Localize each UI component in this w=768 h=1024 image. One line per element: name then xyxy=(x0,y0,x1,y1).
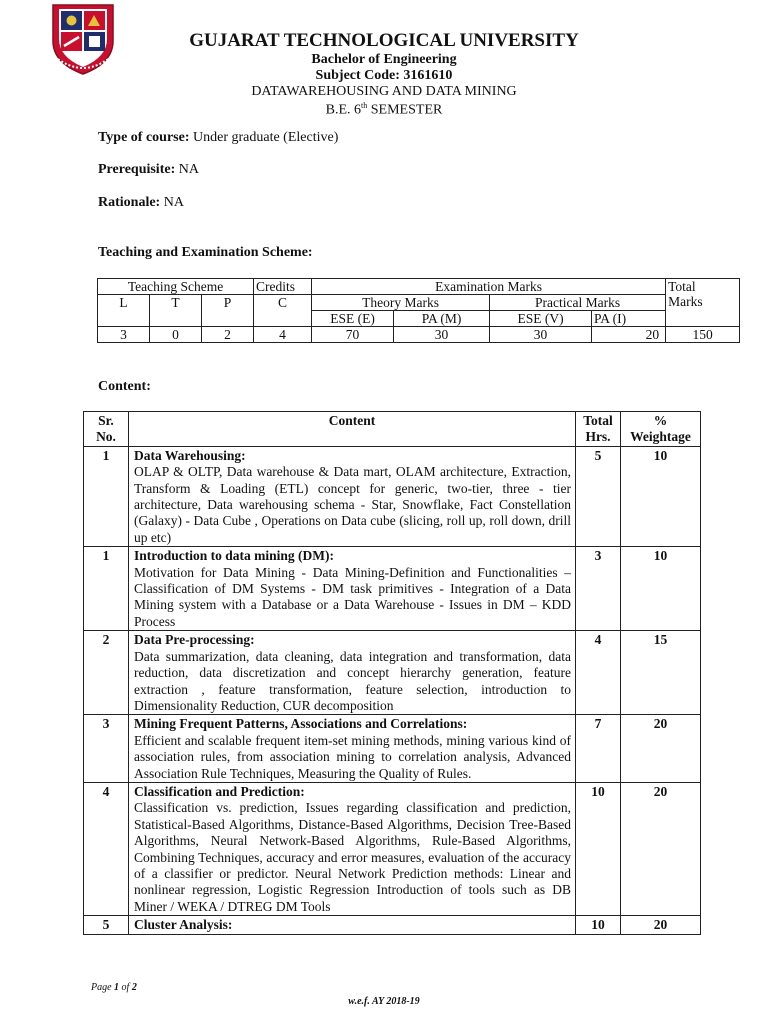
practical-marks-header: Practical Marks xyxy=(490,295,666,311)
table-row xyxy=(84,782,701,915)
semester-suffix: SEMESTER xyxy=(367,102,443,118)
row-title: Classification and Prediction: xyxy=(134,783,305,799)
weightage-header xyxy=(621,412,701,447)
row-sr: 3 xyxy=(84,715,129,783)
row-sr: 1 xyxy=(84,547,129,631)
exam-marks-header: Examination Marks xyxy=(312,279,666,295)
row-text: Classification vs. prediction, Issues regarding classification and prediction, Statistical-Based Algorithms, Distance-Based Algorithms, Decision Tree-Based Algorithms, Neural Network-Based Algorithms, Rule-Based Algorithms, Combining Techniques, accuracy and error measures, evaluation of the accuracy of a classifier or predictor. Neural Network Prediction methods: Linear and nonlinear regression, Logistic Regression Introduction of tools such as DB Miner / WEKA / DTREG DM Tools xyxy=(134,800,571,914)
row-text: Motivation for Data Mining - Data Mining-Definition and Functionalities – Classification of DM Systems - DM task primitives - Integration of a Data Mining system with a Database or a Data Warehouse - Issues in DM – KDD Process xyxy=(134,564,571,629)
page-mid: of xyxy=(119,982,132,993)
type-of-course xyxy=(98,130,338,146)
scheme-value-l: 3 xyxy=(98,327,150,343)
row-weight: 20 xyxy=(621,715,701,783)
wef-note: w.e.f. AY 2018-19 xyxy=(348,996,420,1007)
row-text: Efficient and scalable frequent item-set mining methods, mining various kind of association rules, from association mining to correlation analysis, Advanced Association Rule Techniques, Measuring the Quality of Rules. xyxy=(134,732,571,781)
total-marks-line-1: Total xyxy=(668,279,696,294)
semester-prefix: B.E. 6 xyxy=(325,102,362,118)
page-prefix: Page xyxy=(91,982,115,993)
table-row xyxy=(84,446,701,546)
rationale-label: Rationale: xyxy=(98,195,161,210)
table-row xyxy=(84,547,701,631)
page-current: 1 xyxy=(114,982,120,993)
scheme-value-c: 4 xyxy=(254,327,312,343)
row-content xyxy=(129,782,576,915)
scheme-value-t: 0 xyxy=(150,327,202,343)
row-content xyxy=(129,916,576,934)
table-row xyxy=(84,631,701,715)
degree-name: Bachelor of Engineering xyxy=(311,52,457,67)
row-weight: 20 xyxy=(621,916,701,934)
row-hrs: 5 xyxy=(576,446,621,546)
row-weight: 20 xyxy=(621,782,701,915)
scheme-value-pa-i: 20 xyxy=(592,327,666,343)
rationale-value: NA xyxy=(160,195,184,210)
teaching-scheme-header: Teaching Scheme xyxy=(98,279,254,295)
row-sr: 2 xyxy=(84,631,129,715)
row-hrs: 10 xyxy=(576,782,621,915)
pa-m-header: PA (M) xyxy=(394,311,490,327)
row-sr: 4 xyxy=(84,782,129,915)
scheme-heading: Teaching and Examination Scheme: xyxy=(98,245,313,260)
row-hrs: 10 xyxy=(576,916,621,934)
hrs-header-line-1: Total xyxy=(583,413,613,428)
row-weight: 10 xyxy=(621,547,701,631)
row-sr: 1 xyxy=(84,446,129,546)
t-header: T xyxy=(150,295,202,327)
row-hrs: 7 xyxy=(576,715,621,783)
scheme-value-p: 2 xyxy=(202,327,254,343)
pa-i-header: PA (I) xyxy=(592,311,666,327)
subject-code: Subject Code: 3161610 xyxy=(315,68,453,83)
hrs-header-line-2: Hrs. xyxy=(585,429,611,445)
type-value: Under graduate (Elective) xyxy=(189,130,339,145)
scheme-value-ese-e: 70 xyxy=(312,327,394,343)
table-row xyxy=(84,715,701,783)
content-header: Content xyxy=(129,412,576,447)
wt-header-line-1: % xyxy=(653,413,668,428)
l-header: L xyxy=(98,295,150,327)
prerequisite xyxy=(98,162,199,178)
row-title: Data Warehousing: xyxy=(134,447,246,463)
wt-header-line-2: Weightage xyxy=(630,429,691,445)
type-label: Type of course: xyxy=(98,130,190,145)
sr-header-line-2: No. xyxy=(96,429,116,445)
row-text: OLAP & OLTP, Data warehouse & Data mart, OLAM architecture, Extraction, Transform & Loading (ETL) concept for generic, two-tier, three - tier architecture, Data warehousing schema - Star, Snowflake, Fact Constellation (Galaxy) - Data Cube , Operations on Data cube (slicing, roll up, roll down, drill up etc) xyxy=(134,464,571,545)
row-text: Data summarization, data cleaning, data integration and transformation, data reduction, data discretization and concept hierarchy generation, feature extraction , feature transformation, feature selection, introduction to Dimensionality Reduction, CUR decomposition xyxy=(134,648,571,713)
row-hrs: 4 xyxy=(576,631,621,715)
university-name: GUJARAT TECHNOLOGICAL UNIVERSITY xyxy=(189,30,579,51)
p-header: P xyxy=(202,295,254,327)
content-heading: Content: xyxy=(98,379,151,394)
total-hrs-header xyxy=(576,412,621,447)
sr-no-header xyxy=(84,412,129,447)
scheme-value-ese-v: 30 xyxy=(490,327,592,343)
page-total: 2 xyxy=(131,982,137,993)
row-hrs: 3 xyxy=(576,547,621,631)
scheme-value-pa-m: 30 xyxy=(394,327,490,343)
content-table xyxy=(83,411,701,935)
scheme-table xyxy=(97,278,740,343)
ese-e-header: ESE (E) xyxy=(312,311,394,327)
c-header: C xyxy=(254,295,312,327)
row-content xyxy=(129,631,576,715)
row-title: Data Pre-processing: xyxy=(134,632,255,648)
semester-sup: th xyxy=(361,101,368,110)
row-content xyxy=(129,446,576,546)
row-title: Cluster Analysis: xyxy=(134,917,233,933)
ese-v-header: ESE (V) xyxy=(490,311,592,327)
page-number xyxy=(91,982,137,993)
row-content xyxy=(129,715,576,783)
table-row xyxy=(84,916,701,934)
sr-header-line-1: Sr. xyxy=(98,413,114,428)
credits-header: Credits xyxy=(254,279,312,295)
row-weight: 15 xyxy=(621,631,701,715)
prereq-value: NA xyxy=(175,162,199,177)
row-content xyxy=(129,547,576,631)
theory-marks-header: Theory Marks xyxy=(312,295,490,311)
total-marks-line-2: Marks xyxy=(668,294,703,309)
row-title: Mining Frequent Patterns, Associations and Correlations: xyxy=(134,716,468,732)
prereq-label: Prerequisite: xyxy=(98,162,176,177)
semester-line xyxy=(0,101,768,119)
row-sr: 5 xyxy=(84,916,129,934)
row-weight: 10 xyxy=(621,446,701,546)
row-title: Introduction to data mining (DM): xyxy=(134,548,335,564)
rationale xyxy=(98,195,184,211)
total-marks-header xyxy=(666,279,740,327)
scheme-value-total: 150 xyxy=(666,327,740,343)
subject-name: DATAWAREHOUSING AND DATA MINING xyxy=(251,84,517,99)
